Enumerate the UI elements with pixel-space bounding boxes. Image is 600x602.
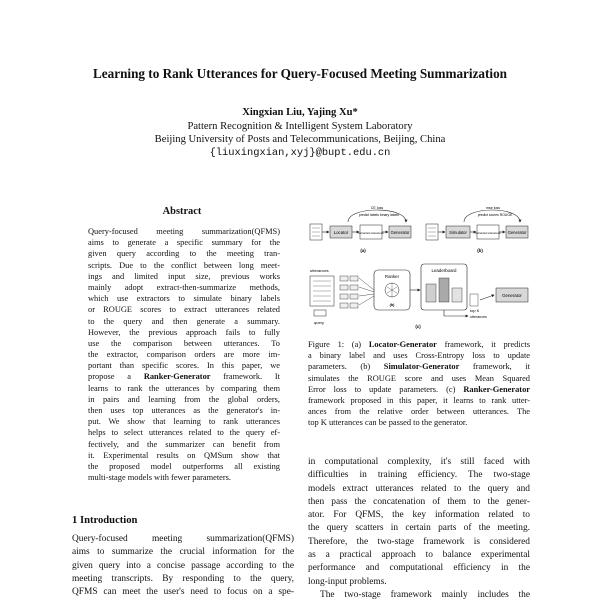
abstract-line: the proposed model outperforms all existing [88,461,280,471]
panel-b-extracted-label: extracted utterances [475,231,501,235]
abstract-line: in pairs and learning from the global orders, [88,394,280,404]
panel-c-query-label: query [314,320,325,325]
affiliation-line-2: Beijing University of Posts and Telecommunications, Beijing, China [154,134,446,145]
panel-b-generator-label: Generator [507,230,527,235]
body-line: performance and computational efficiency in the [308,563,530,574]
abstract-line: then uses top utterances as the generator's in- [88,406,280,415]
caption-line: ances from the relative order between utterances. The [308,407,530,417]
panel-a-top-label-2: predict labels binary labels [359,213,399,217]
bold-term: Locator-Generator [368,340,437,349]
intro-line: given query into a concise passage according to the [72,560,294,571]
abstract-line: or ROUGE scores to extract utterances related [88,305,280,315]
caption-line: Figure 1: (a) Locator-Generator framework, it predicts [308,340,530,349]
body-line: the query scatters in certain parts of the meeting. [308,523,530,534]
intro-line: QFMS can meet the user's need to focus on a spe- [72,587,294,598]
section-heading-introduction: 1 Introduction [72,515,138,526]
abstract-line: to the query and then generate a summary. [88,316,280,326]
panel-b-label: (b) [477,248,483,253]
author-list: Xingxian Liu, Yajing Xu* [242,107,358,118]
bold-term: Ranker-Generator [143,372,211,382]
panel-c-pairs [340,276,358,308]
svg-text:(b): (b) [389,303,395,307]
abstract-line: propose a Ranker-Generator framework. It [88,372,280,382]
abstract-line: use the comparison between utterances. To [88,338,280,348]
abstract-line: multi-stage models with fewer parameters. [88,473,232,483]
caption-line: top K utterances can be passed to the generator. [308,418,468,428]
panel-c-podium-center [439,278,449,302]
panel-c-podium-right [452,288,462,302]
panel-c-label: (c) [415,324,421,329]
introduction-body [72,533,294,599]
caption-line: Error loss to update parameters. (c) Ranker-Generator [308,384,530,394]
bold-term: Ranker-Generator [463,384,530,394]
panel-c-utterances-label: utterances [310,268,329,273]
abstract-body [88,226,280,483]
abstract-line: learns to rank the utterances by comparing them [88,383,280,393]
panel-b-top-label-2: predict scores ROUGE [477,213,513,217]
panel-c-topk-doc-icon [470,294,478,306]
affiliation-line-1: Pattern Recognition & Intelligent System Laboratory [187,121,413,132]
panel-b-simulator-label: Simulator [449,230,467,235]
abstract-line: which use extractors to simulate binary labels [88,294,280,304]
panel-a [310,206,411,253]
abstract-line: mainly adopt extract-then-summarize methods, [88,282,280,292]
body-line: in computational complexity, it's still faced with [308,457,530,467]
body-line: difficulties in training efficiency. The two-stage [308,470,530,481]
bold-term: Simulator-Generator [383,362,460,372]
abstract-line: the extractor, comparison orders are more im- [88,350,280,360]
body-line: The two-stage framework mainly includes the [320,589,530,600]
panel-a-label: (a) [360,248,366,253]
abstract-heading: Abstract [162,206,202,217]
body-line: models extract utterances related to the query and [308,483,530,494]
abstract-line: helps to select utterances related to the query ef- [88,428,280,438]
abstract-line: put. We show that learning to rank utterances [88,417,280,427]
paper-title: Learning to Rank Utterances for Query-Focused Meeting Summarization [92,66,507,81]
figure-1-diagram [308,200,530,334]
panel-c-topk-label: top K [470,308,480,313]
caption-line: parameters. (b) Simulator-Generator framework, it [308,362,530,372]
abstract-line: fectively, and the summarizer can benefit from [88,439,280,449]
abstract-line: Query-focused meeting summarization(QFMS) [88,227,280,236]
intro-line: aims to summarize the crucial information for the [72,547,294,558]
caption-line: a binary label and uses Cross-Entropy loss to update [308,351,530,361]
panel-c [310,264,528,329]
author-email: {liuxingxian,xyj}@bupt.edu.cn [209,147,391,159]
intro-line: meeting transcripts. By responding to the query, [72,573,294,584]
panel-b [426,206,528,253]
abstract-line: given query according to the meeting tran- [88,249,280,259]
body-line: then pass the concatenation of them to the gener- [308,496,530,507]
panel-c-ranker-label: Ranker [384,274,400,279]
panel-c-leaderboard-label: Leaderboard [431,268,457,273]
intro-line: Query-focused meeting summarization(QFMS) [72,534,294,544]
panel-c-query-box [314,310,326,316]
caption-line: simulates the ROUGE score and uses Mean Squared [308,373,530,383]
panel-c-generator-label: Generator [502,293,522,298]
panel-a-generator-label: Generator [390,230,410,235]
abstract-line: aims to generate a specific summary for the [88,238,280,248]
body-line: ator. For QFMS, the key information related to [308,510,530,521]
body-line: Therefore, the two-stage framework is considered [308,536,530,547]
panel-a-extracted-label: extracted utterances [358,231,384,235]
abstract-line: ings and limited input size, previous works [88,271,280,281]
figure-1-caption [308,339,530,429]
abstract-line: it. Experimental results on QMSum show that [88,450,280,460]
panel-a-locator-label: Locator [333,230,349,235]
body-line: as a practical approach to balance experimental [308,550,530,561]
panel-b-top-label-1: mse loss [485,206,501,210]
caption-line: framework proposed in this paper, it learns to rank utter- [308,395,530,405]
abstract-line: portant than specific scores. In this paper, we [88,361,280,371]
panel-a-top-label-1: CE loss [370,206,384,210]
panel-c-podium-left [426,284,436,302]
right-column-body [308,456,530,602]
abstract-line: scripts. Due to the conflict between long meet- [88,260,280,270]
abstract-line: However, the previous approach fails to fully [88,327,280,337]
body-line: long-input problems. [308,576,387,587]
panel-c-topk-label-2: utterances [470,315,487,319]
